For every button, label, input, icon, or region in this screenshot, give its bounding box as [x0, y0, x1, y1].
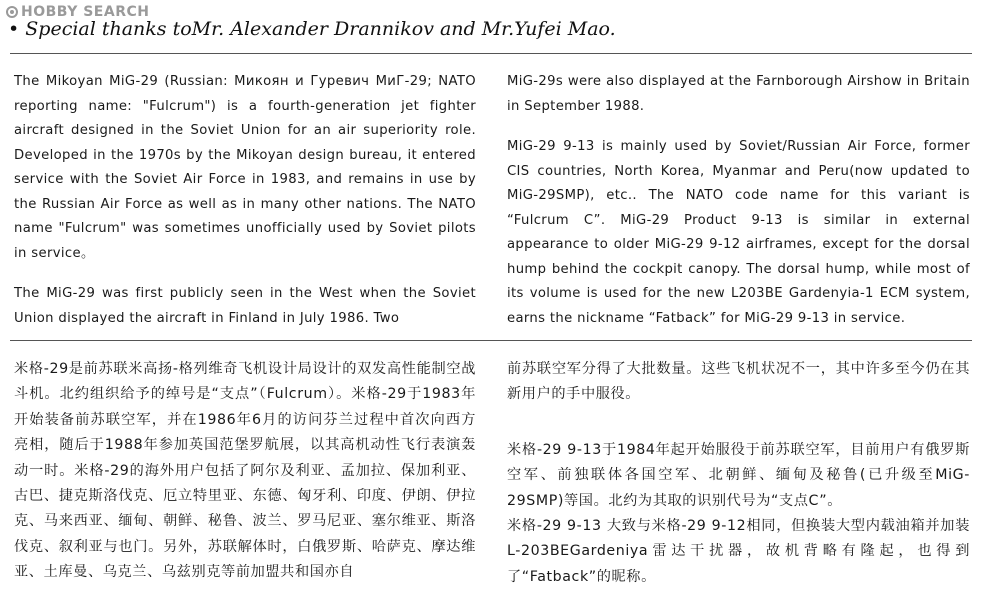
- watermark-logo-icon: [6, 6, 18, 18]
- special-thanks-heading: [8, 18, 616, 40]
- english-left-column: [14, 70, 476, 331]
- chinese-paragraph: 米格-29 9-13 大致与米格-29 9-12相同，但换装大型内载油箱并加装L-203BEGardeniya雷达干扰器，故机背略有隆起，也得到了“Fatback”的昵称。: [507, 518, 970, 585]
- divider-middle: [10, 340, 972, 341]
- divider-top: [10, 53, 972, 54]
- english-paragraph: The Mikoyan MiG-29 (Russian: Микоян и Гуревич МиГ-29; NATO reporting name: "Fulcrum") is a fourth-generation jet fighter aircraft designed in the Soviet Union for an air superiority role. Developed in the 1970s by the Mikoyan design bureau, it entered service with the Soviet Air Force in 1983, and remains in use by the Russian Air Force as well as in many other nations. The NATO name "Fulcrum" was sometimes unofficially used by Soviet pilots in service。: [14, 74, 476, 261]
- special-thanks-text: Special thanks toMr. Alexander Drannikov and Mr.Yufei Mao.: [25, 18, 616, 40]
- english-paragraph: MiG-29 9-13 is mainly used by Soviet/Russian Air Force, former CIS countries, North Korea, Myanmar and Peru(now updated to MiG-29SMP), etc.. The NATO code name for this variant is “Fulcrum C”. MiG-29 Product 9-13 is similar in external appearance to older MiG-29 9-12 airframes, except for the dorsal hump behind the cockpit canopy. The dorsal hump, while most of its volume is used for the new L203BE Gardenyia-1 ECM system, earns the nickname “Fatback” for MiG-29 9-13 in service.: [507, 139, 970, 326]
- chinese-paragraph: 米格-29 9-13于1984年起开始服役于前苏联空军，目前用户有俄罗斯空军、前独联体各国空军、北朝鲜、缅甸及秘鲁(已升级至MiG-29SMP)等国。北约为其取的识别代号为“支点C”。: [507, 441, 970, 509]
- chinese-paragraph: 前苏联空军分得了大批数量。这些飞机状况不一，其中许多至今仍在其新用户的手中服役。: [507, 361, 970, 403]
- bullet-icon: •: [8, 18, 20, 40]
- english-paragraph: The MiG-29 was first publicly seen in the West when the Soviet Union displayed the aircraft in Finland in July 1986. Two: [14, 286, 476, 326]
- chinese-left-column: [14, 357, 476, 586]
- chinese-right-column: [507, 357, 970, 590]
- watermark-text: HOBBY SEARCH: [21, 4, 150, 20]
- english-paragraph: MiG-29s were also displayed at the Farnborough Airshow in Britain in September 1988.: [507, 74, 970, 114]
- chinese-paragraph: 米格-29是前苏联米高扬-格列维奇飞机设计局设计的双发高性能制空战斗机。北约组织给予的绰号是“支点”（Fulcrum）。米格-29于1983年开始装备前苏联空军，并在1986年6月的访问芬兰过程中首次向西方亮相，随后于1988年参加英国范堡罗航展，以其高机动性飞行表演轰动一时。米格-29的海外用户包括了阿尔及利亚、孟加拉、保加利亚、古巴、捷克斯洛伐克、厄立特里亚、东德、匈牙利、印度、伊朗、伊拉克、马来西亚、缅甸、朝鲜、秘鲁、波兰、罗马尼亚、塞尔维亚、斯洛伐克、叙利亚与也门。另外，苏联解体时，白俄罗斯、哈萨克、摩达维亚、土库曼、乌克兰、乌兹别克等前加盟共和国亦自: [14, 361, 476, 581]
- english-right-column: [507, 70, 970, 331]
